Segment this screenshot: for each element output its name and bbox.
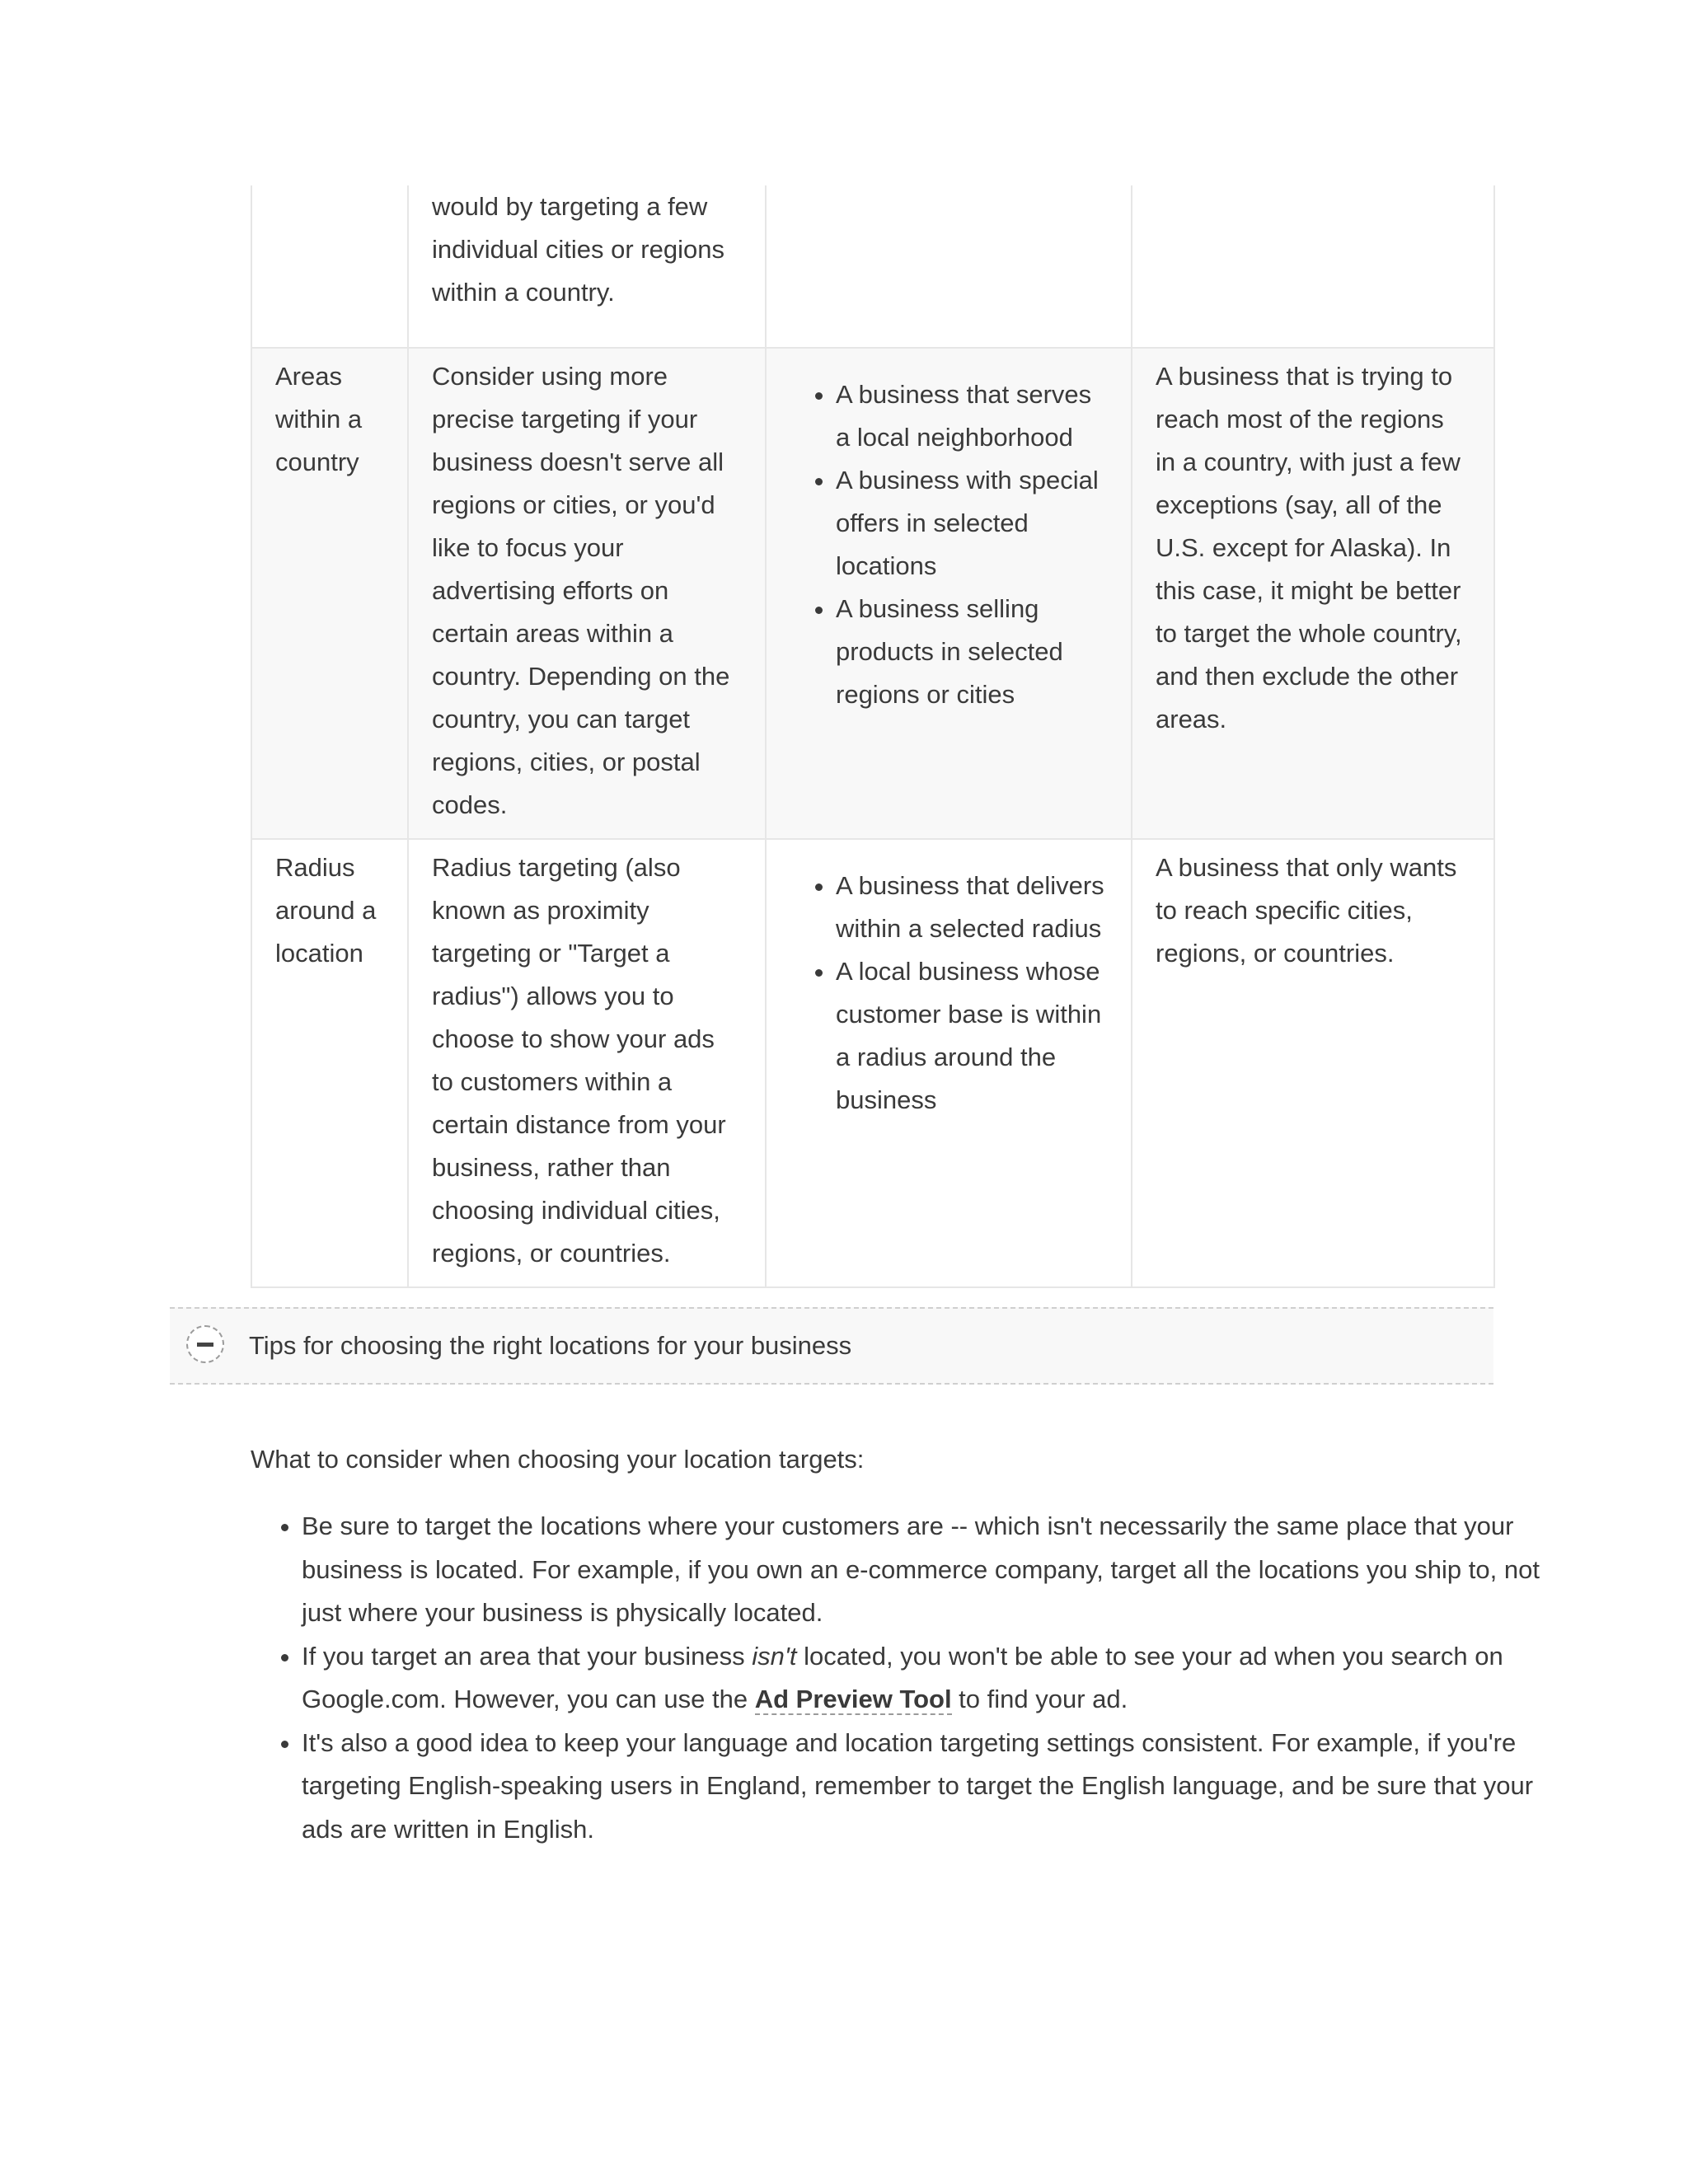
cell-description: Radius targeting (also known as proximity targeting or "Target a radius") allows you to choose to show your ads to customers within a certain distance from your business, rather than choosing individual cities, regions, or countries. bbox=[408, 839, 766, 1287]
tips-intro-text: What to consider when choosing your location targets: bbox=[251, 1445, 865, 1474]
text-segment: located, you won't be able to see your ad when you search on Google.com. However, you can use the bbox=[302, 1641, 1503, 1713]
tips-section-title[interactable]: Tips for choosing the right locations for your business bbox=[249, 1331, 852, 1360]
text-segment: If you target an area that your business bbox=[302, 1641, 753, 1671]
list-item: • A business selling products in selected regions or cities bbox=[836, 588, 1108, 716]
cell-examples bbox=[766, 839, 1132, 1287]
cell-examples bbox=[766, 348, 1132, 839]
list-item: • A business that delivers within a selected radius bbox=[836, 865, 1108, 950]
table-row bbox=[251, 348, 1494, 839]
cell-targeting-type: Radius around a location bbox=[251, 839, 408, 1287]
cell-examples bbox=[766, 185, 1132, 348]
tips-list bbox=[251, 1505, 1554, 1851]
cell-targeting-type bbox=[251, 185, 408, 348]
tips-collapsible-header[interactable] bbox=[170, 1307, 1493, 1385]
cell-not-recommended: A business that only wants to reach specific cities, regions, or countries. bbox=[1132, 839, 1494, 1287]
ad-preview-tool-link[interactable]: Ad Preview Tool bbox=[754, 1685, 952, 1713]
list-item: • A business with special offers in selected locations bbox=[836, 459, 1108, 588]
table-row bbox=[251, 839, 1494, 1287]
examples-list bbox=[790, 865, 1108, 1122]
targeting-table-wrapper bbox=[251, 185, 1493, 1288]
text-segment: to find your ad. bbox=[951, 1685, 1128, 1713]
list-item bbox=[302, 1635, 1554, 1722]
list-item: • A business that serves a local neighborhood bbox=[836, 373, 1108, 459]
table-row bbox=[251, 185, 1494, 348]
cell-targeting-type: Areas within a country bbox=[251, 348, 408, 839]
cell-description: would by targeting a few individual cities or regions within a country. bbox=[408, 185, 766, 348]
cell-description: Consider using more precise targeting if your business doesn't serve all regions or cities, or you'd like to focus your advertising efforts on certain areas within a country. Depending on the country, you can target regions, cities, or postal codes. bbox=[408, 348, 766, 839]
collapse-minus-icon[interactable] bbox=[186, 1325, 224, 1363]
location-targeting-table bbox=[251, 185, 1495, 1288]
list-item: • A local business whose customer base is within a radius around the business bbox=[836, 950, 1108, 1122]
minus-bar bbox=[197, 1343, 213, 1347]
emphasis-text: isn't bbox=[752, 1641, 797, 1671]
examples-list bbox=[790, 373, 1108, 716]
list-item: • It's also a good idea to keep your language and location targeting settings consistent. For example, if you're targeting English-speaking users in England, remember to target the English language, and be sure that your ads are written in English. bbox=[302, 1722, 1554, 1852]
cell-not-recommended bbox=[1132, 185, 1494, 348]
list-item: • Be sure to target the locations where your customers are -- which isn't necessarily the same place that your business is located. For example, if you own an e-commerce company, target all the locations you ship to, not just where your business is physically located. bbox=[302, 1505, 1554, 1635]
cell-not-recommended: A business that is trying to reach most of the regions in a country, with just a few exceptions (say, all of the U.S. except for Alaska). In this case, it might be better to target the whole country, and then exclude the other areas. bbox=[1132, 348, 1494, 839]
